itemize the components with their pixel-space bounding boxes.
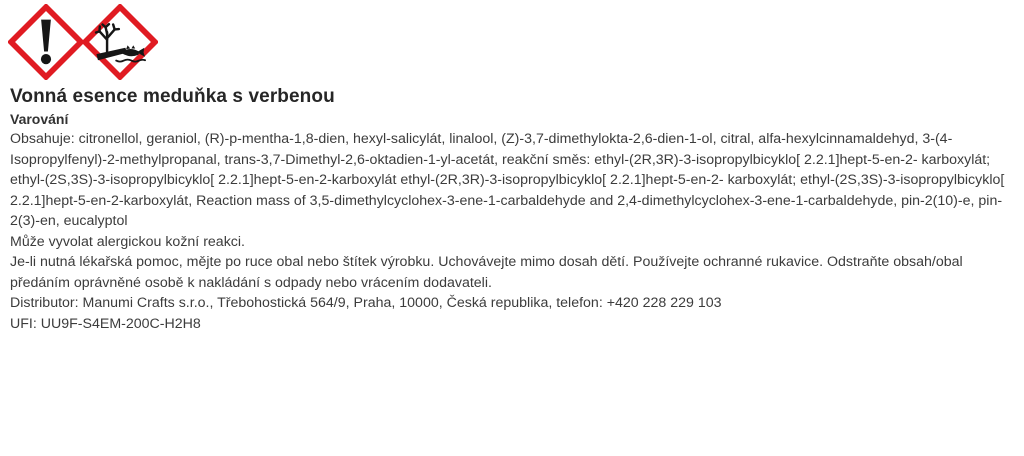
contains-statement: Obsahuje: citronellol, geraniol, (R)-p-mentha-1,8-dien, hexyl-salicylát, linalool, (Z)-3,7-dimethylokta-2,6-dien-1-ol, citral, alfa-hexylcinnamaldehyd, 3-(4-Isopropylfenyl)-2-methylpropanal, trans-3,7-Dimethyl-2,6-oktadien-1-yl-acetát, reakční směs: ethyl-(2R,3R)-3-isopropylbicyklo[ 2.2.1]hept-5-en-2- karboxylát; ethyl-(2S,3S)-3-isopropylbicyklo[ 2.2.1]hept-5-en-2-karboxylát ethyl-(2R,3R)-3-isopropylbicyklo[ 2.2.1]hept-5-en-2- karboxylát; ethyl-(2S,3S)-3-isopropylbicyklo[ 2.2.1]hept-5-en-2-karboxylát, Reaction mass of 3,5-dimethylcyclohex-3-ene-1-carbaldehyde and 2,4-dimethylcyclohex-3-ene-1-carbaldehyde, pin-2(10)-e, pin-2(3)-en, eucalyptol xyxy=(10,131,1005,229)
distributor-line: Distributor: Manumi Crafts s.r.o., Třebohostická 564/9, Praha, 10000, Česká republika, telefon: +420 228 229 103 xyxy=(10,295,722,311)
ghs-pictograms xyxy=(0,0,1024,80)
ufi-code: UFI: UU9F-S4EM-200C-H2H8 xyxy=(10,315,201,332)
ghs07-exclamation-mark-icon xyxy=(8,4,84,80)
signal-word: Varování xyxy=(10,111,69,127)
hazard-statement: Může vyvolat alergickou kožní reakci. xyxy=(10,233,245,250)
label-text-block xyxy=(0,80,1024,334)
product-title: Vonná esence meduňka s verbenou xyxy=(10,86,335,107)
precautionary-statements: Je-li nutná lékařská pomoc, mějte po ruce obal nebo štítek výrobku. Uchovávejte mimo dosah dětí. Používejte ochranné rukavice. Odstraňte obsah/obal předáním oprávněné osobě k nakládání s odpady nebo vrácením dodavateli. xyxy=(10,254,963,291)
ghs09-environment-icon xyxy=(82,4,158,80)
